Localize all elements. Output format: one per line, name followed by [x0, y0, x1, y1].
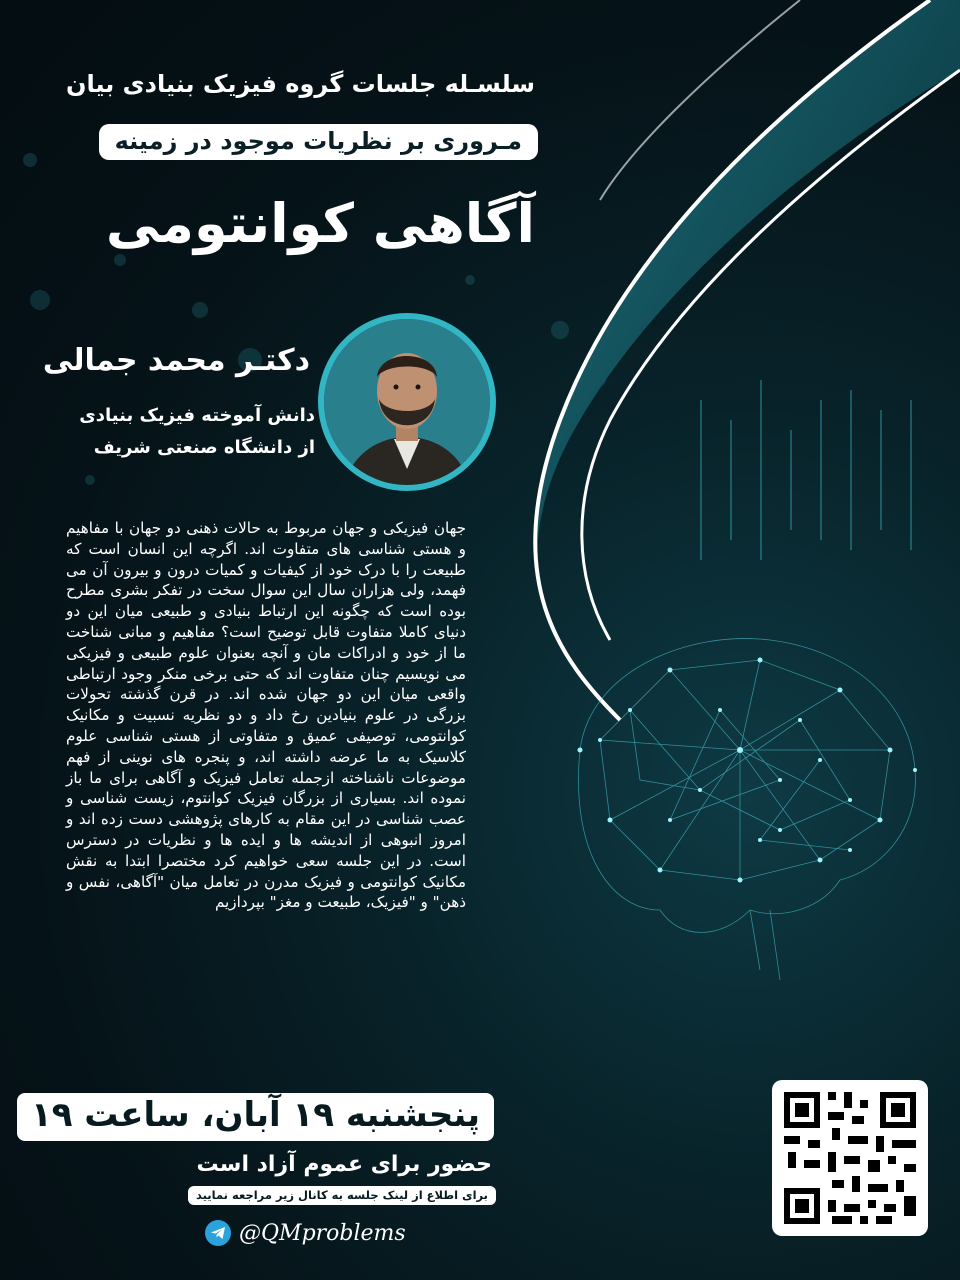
- telegram-channel[interactable]: [205, 1220, 406, 1246]
- subtitle: مـروری بر نظریات موجود در زمینه: [99, 124, 538, 160]
- link-instruction: برای اطلاع از لینک جلسه به کانال زیر مراجعه نمایید: [188, 1186, 496, 1205]
- speaker-university: از دانشگاه صنعتی شریف: [93, 437, 315, 458]
- telegram-icon: [205, 1220, 231, 1246]
- main-title: آگاهی کوانتومی: [105, 192, 535, 255]
- speaker-avatar: [318, 313, 496, 491]
- brain-network-illustration: [520, 610, 940, 990]
- speaker-affiliation: دانش آموخته فیزیک بنیادی: [79, 405, 315, 426]
- telegram-handle[interactable]: @QMproblems: [239, 1220, 406, 1246]
- series-title: سلسـله جلسات گروه فیزیک بنیادی بیان: [65, 70, 535, 98]
- qr-code[interactable]: [772, 1080, 928, 1236]
- description-text: جهان فیزیکی و جهان مربوط به حالات ذهنی دو جهان با مفاهیم و هستی شناسی های متفاوت اند. اگرچه این انسان است که طبیعت را با درک خود از کیفیات و کمیات درون و بیرون آن می فهمد، ولی هزاران سال این سوال سخت در تفکر بشری مطرح بوده است که چگونه این ارتباط بنیادی و طبیعی میان این دو دنیای کاملا متفاوت قابل توضیح است؟ مفاهیم و مبانی شناخت ما از خود و ادراکات مان و آنچه بعنوان علوم طبیعی و فیزیکی می نویسیم چنان متفاوت اند که حتی برخی منکر وجود ارتباطی واقعی میان این دو جهان شده اند. در قرن گذشته تحولات بزرگی در علوم بنیادین رخ داد و دو نظریه نسبیت و مکانیک کوانتومی، توصیفی عمیق و متفاوتی از هستی شناسی علوم کلاسیک به ما عرضه داشته اند، و پنجره های نوینی از فهم موضوعات ناشناخته ازجمله تعامل فیزیک و آگاهی برای ما باز نموده اند. بسیاری از بزرگان فیزیک کوانتوم، زیست شناسی و عصب شناسی در این مقام به کارهای پژوهشی دست زده اند و امروز انبوهی از اندیشه ها و ایده ها و نظریات در دسترس است. در این جلسه سعی خواهیم کرد مختصرا ابتدا به نقش مکانیک کوانتومی و فیزیک مدرن در تعامل میان "آگاهی، نفس و ذهن" و "فیزیک، طبیعت و مغز" بپردازیم: [66, 519, 466, 912]
- event-date-time: پنجشنبه ۱۹ آبان، ساعت ۱۹: [17, 1093, 494, 1141]
- open-attendance-note: حضور برای عموم آزاد است: [196, 1152, 492, 1177]
- speaker-name: دکتـر محمد جمالی: [42, 343, 310, 378]
